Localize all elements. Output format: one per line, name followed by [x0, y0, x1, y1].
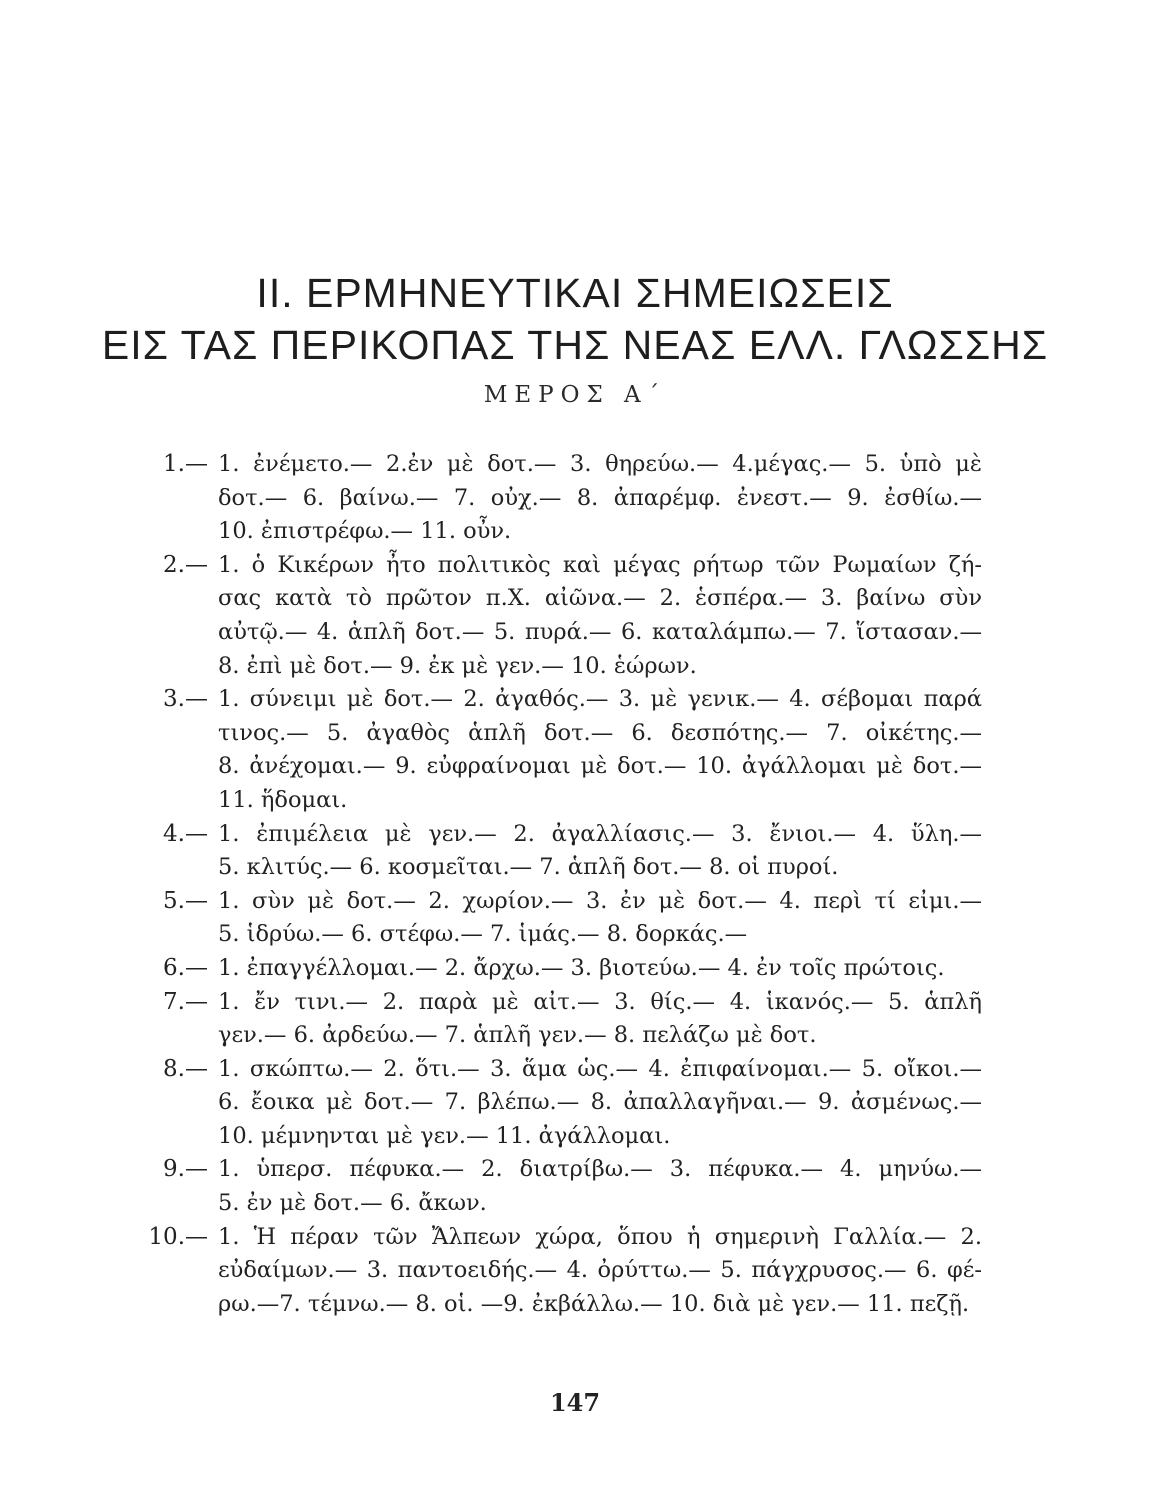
note-entry: [0, 683, 1150, 817]
entry-line: γεν.— 6. ἀρδεύω.— 7. ἁπλῆ γεν.— 8. πελάζω μὲ δοτ.: [218, 1022, 817, 1049]
entry-line: δοτ.— 6. βαίνω.— 7. οὐχ.— 8. ἀπαρέμφ. ἐνεστ.— 9. ἐσθίω.—: [218, 484, 982, 511]
entry-text: [218, 448, 982, 549]
entry-line: 10. μέμνηνται μὲ γεν.— 11. ἀγάλλομαι.: [218, 1122, 671, 1149]
note-entry: [0, 885, 1150, 952]
chapter-title-line2: ΕΙΣ ΤΑΣ ΠΕΡΙΚΟΠΑΣ ΤΗΣ ΝΕΑΣ ΕΛΛ. ΓΛΩΣΣΗΣ: [101, 322, 1049, 368]
entry-line: 11. ἥδομαι.: [218, 786, 348, 813]
entry-line: 1. ἐπιμέλεια μὲ γεν.— 2. ἀγαλλίασις.— 3. ἔνιοι.— 4. ὕλη.—: [218, 820, 982, 847]
entry-line: 1. σύνειμι μὲ δοτ.— 2. ἀγαθός.— 3. μὲ γενικ.— 4. σέβομαι παρά: [218, 686, 982, 713]
entry-number: 9.—: [163, 1156, 208, 1183]
note-entry: [0, 549, 1150, 683]
note-entry: [0, 1053, 1150, 1154]
entry-number: 7.—: [163, 988, 208, 1015]
entry-line: 1. ἔν τινι.— 2. παρὰ μὲ αἰτ.— 3. θίς.— 4. ἱκανός.— 5. ἁπλῆ: [218, 988, 982, 1015]
note-entry: [0, 986, 1150, 1053]
entry-text: [218, 885, 982, 952]
entry-number: 6.—: [163, 954, 208, 981]
entry-number: 8.—: [163, 1055, 208, 1082]
entry-line: 1. ὑπερσ. πέφυκα.— 2. διατρίβω.— 3. πέφυκα.— 4. μηνύω.—: [218, 1156, 982, 1183]
entry-text: [218, 818, 982, 885]
note-entry: [0, 1153, 1150, 1220]
entry-text: [218, 683, 982, 817]
entry-number: 3.—: [163, 686, 208, 713]
entry-line: ρω.—7. τέμνω.— 8. οἱ. —9. ἐκβάλλω.— 10. διὰ μὲ γεν.— 11. πεζῇ.: [218, 1290, 970, 1317]
entry-line: 10. ἐπιστρέφω.— 11. οὖν.: [218, 518, 512, 545]
entry-line: τινος.— 5. ἀγαθὸς ἁπλῆ δοτ.— 6. δεσπότης.— 7. οἰκέτης.—: [218, 719, 982, 746]
entry-number: 10.—: [148, 1223, 208, 1250]
entry-text: [218, 1053, 982, 1154]
entry-line: 5. ἱδρύω.— 6. στέφω.— 7. ἱμάς.— 8. δορκάς.—: [218, 921, 748, 948]
note-entry: [0, 1221, 1150, 1322]
part-subtitle: ΜΕΡΟΣ Α΄: [483, 382, 667, 408]
entry-text: [218, 952, 982, 986]
notes-list: [0, 448, 1150, 1321]
note-entry: [0, 818, 1150, 885]
entry-line: 1. σκώπτω.— 2. ὅτι.— 3. ἅμα ὡς.— 4. ἐπιφαίνομαι.— 5. οἴκοι.—: [218, 1055, 982, 1082]
entry-line: 8. ἐπὶ μὲ δοτ.— 9. ἐκ μὲ γεν.— 10. ἑώρων.: [218, 652, 697, 679]
entry-line: 5. ἐν μὲ δοτ.— 6. ἄκων.: [218, 1190, 487, 1217]
entry-line: 1. ὁ Κικέρων ἦτο πολιτικὸς καὶ μέγας ρήτωρ τῶν Ρωμαίων ζή-: [218, 551, 982, 578]
entry-line: εὐδαίμων.— 3. παντοειδής.— 4. ὀρύττω.— 5. πάγχρυσος.— 6. φέ-: [218, 1257, 982, 1284]
entry-number: 2.—: [163, 551, 208, 578]
entry-line: 1. Ἡ πέραν τῶν Ἄλπεων χώρα, ὅπου ἡ σημερινὴ Γαλλία.— 2.: [218, 1223, 982, 1250]
chapter-title-line1: II. ΕΡΜΗΝΕΥΤΙΚΑΙ ΣΗΜΕΙΩΣΕΙΣ: [256, 270, 894, 316]
entry-text: [218, 986, 982, 1053]
entry-text: [218, 549, 982, 683]
entry-line: 8. ἀνέχομαι.— 9. εὐφραίνομαι μὲ δοτ.— 10. ἀγάλλομαι μὲ δοτ.—: [218, 753, 982, 780]
entry-line: 5. κλιτύς.— 6. κοσμεῖται.— 7. ἁπλῆ δοτ.— 8. οἱ πυροί.: [218, 854, 839, 881]
page-number: 147: [549, 1388, 601, 1417]
entry-number: 4.—: [163, 820, 208, 847]
entry-line: σας κατὰ τὸ πρῶτον π.Χ. αἰῶνα.— 2. ἑσπέρα.— 3. βαίνω σὺν: [218, 585, 982, 612]
entry-text: [218, 1153, 982, 1220]
entry-line: 1. ἐπαγγέλλομαι.— 2. ἄρχω.— 3. βιοτεύω.— 4. ἐν τοῖς πρώτοις.: [218, 954, 945, 981]
entry-number: 1.—: [163, 451, 208, 477]
entry-line: αὐτῷ.— 4. ἁπλῆ δοτ.— 5. πυρά.— 6. καταλάμπω.— 7. ἵστασαν.—: [218, 618, 982, 645]
entry-number: 5.—: [163, 887, 208, 914]
entry-line: 1. σὺν μὲ δοτ.— 2. χωρίον.— 3. ἐν μὲ δοτ.— 4. περὶ τί εἰμι.—: [218, 887, 982, 914]
note-entry: [0, 952, 1150, 986]
entry-line: 1. ἐνέμετο.— 2.ἐν μὲ δοτ.— 3. θηρεύω.— 4.μέγας.— 5. ὑπὸ μὲ: [218, 451, 982, 477]
entry-text: [218, 1221, 982, 1322]
note-entry: [0, 448, 1150, 549]
entry-line: 6. ἔοικα μὲ δοτ.— 7. βλέπω.— 8. ἀπαλλαγῆναι.— 9. ἀσμένως.—: [218, 1089, 982, 1116]
